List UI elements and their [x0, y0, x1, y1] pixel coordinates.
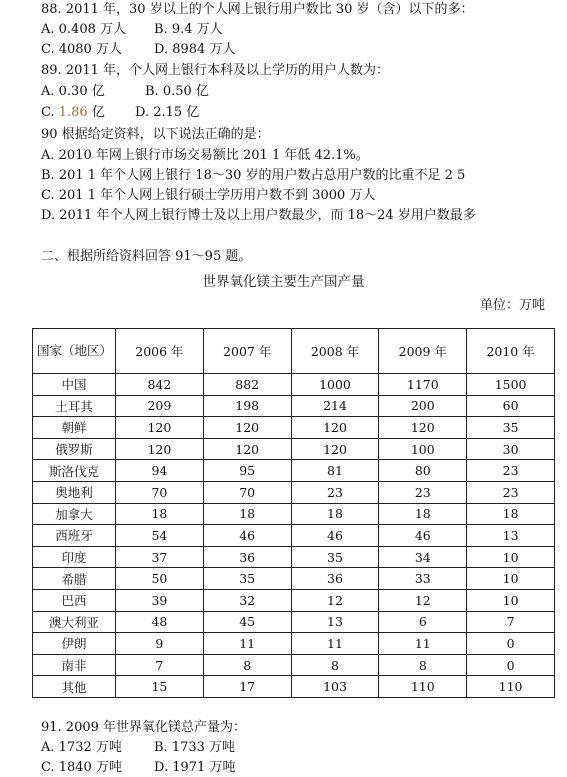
unit-label: 单位：万吨	[479, 298, 545, 313]
value-cell: 23	[379, 481, 467, 503]
header-year: 2009 年	[379, 329, 467, 374]
q89-option-c-suffix: 亿	[87, 105, 105, 120]
value-cell: 120	[291, 417, 379, 439]
q88-option-d: D. 8984 万人	[154, 42, 236, 57]
value-cell: 198	[203, 395, 291, 417]
value-cell: 11	[291, 633, 379, 655]
q90-option-c: C. 201 1 年个人网上银行硕士学历用户数不到 3000 万人	[41, 188, 376, 203]
table-row	[33, 568, 555, 590]
table-row	[33, 395, 555, 417]
value-cell: 35	[291, 546, 379, 568]
table-body	[33, 374, 555, 698]
country-cell: 土耳其	[33, 395, 116, 417]
country-cell: 南非	[33, 654, 116, 676]
country-cell: 伊朗	[33, 633, 116, 655]
value-cell: 60	[467, 395, 555, 417]
section-heading: 二、根据所给资料回答 91～95 题。	[41, 249, 252, 264]
q89-stem: 89. 2011 年，个人网上银行本科及以上学历的用户人数为：	[41, 63, 390, 78]
country-cell: 希腊	[33, 568, 116, 590]
value-cell: 39	[116, 589, 204, 611]
q89-option-d: D. 2.15 亿	[135, 105, 200, 120]
q89-option-c-prefix: C.	[41, 105, 59, 120]
table-row	[33, 589, 555, 611]
q88-option-c: C. 4080 万人	[41, 42, 122, 57]
value-cell: 23	[291, 481, 379, 503]
value-cell: 18	[467, 503, 555, 525]
table-header-row	[33, 329, 555, 374]
value-cell: 100	[379, 438, 467, 460]
country-cell: 朝鲜	[33, 417, 116, 439]
value-cell: 10	[467, 589, 555, 611]
country-cell: 其他	[33, 676, 116, 698]
table-title: 世界氧化镁主要生产国产量	[202, 274, 365, 290]
value-cell: 18	[116, 503, 204, 525]
value-cell: 214	[291, 395, 379, 417]
value-cell: 48	[116, 611, 204, 633]
value-cell: 15	[116, 676, 204, 698]
value-cell: 54	[116, 525, 204, 547]
q91-option-a: A. 1732 万吨	[41, 740, 122, 755]
value-cell: 12	[379, 589, 467, 611]
value-cell: 36	[203, 546, 291, 568]
value-cell: 120	[203, 438, 291, 460]
value-cell: 18	[291, 503, 379, 525]
value-cell: 13	[291, 611, 379, 633]
q89-option-c	[41, 104, 105, 122]
value-cell: 35	[203, 568, 291, 590]
value-cell: 0	[467, 633, 555, 655]
value-cell: 46	[203, 525, 291, 547]
header-year: 2007 年	[203, 329, 291, 374]
value-cell: 10	[467, 568, 555, 590]
q90-option-d: D. 2011 年个人网上银行博士及以上用户数最少，而 18～24 岁用户数最多	[41, 208, 476, 223]
country-cell: 俄罗斯	[33, 438, 116, 460]
value-cell: 120	[203, 417, 291, 439]
country-cell: 澳大利亚	[33, 611, 116, 633]
value-cell: 11	[203, 633, 291, 655]
country-cell: 斯洛伐克	[33, 460, 116, 482]
value-cell: 11	[379, 633, 467, 655]
q90-option-a: A. 2010 年网上银行市场交易额比 201 1 年低 42.1%。	[41, 148, 369, 163]
q90-option-b: B. 201 1 年个人网上银行 18～30 岁的用户数占总用户数的比重不足 2 5	[41, 168, 466, 183]
value-cell: 120	[379, 417, 467, 439]
q91-option-d: D. 1971 万吨	[154, 760, 236, 775]
value-cell: 37	[116, 546, 204, 568]
country-cell: 巴西	[33, 589, 116, 611]
country-cell: 奥地利	[33, 481, 116, 503]
value-cell: 17	[203, 676, 291, 698]
q88-option-a: A. 0.408 万人	[41, 22, 127, 37]
value-cell: 34	[379, 546, 467, 568]
value-cell: 35	[467, 417, 555, 439]
value-cell: 30	[467, 438, 555, 460]
value-cell: 120	[291, 438, 379, 460]
value-cell: 8	[203, 654, 291, 676]
value-cell: 80	[379, 460, 467, 482]
value-cell: 23	[467, 460, 555, 482]
country-cell: 西班牙	[33, 525, 116, 547]
table-row	[33, 546, 555, 568]
value-cell: 13	[467, 525, 555, 547]
q89-option-a: A. 0.30 亿	[41, 84, 105, 99]
q90-stem: 90 根据给定资料，以下说法正确的是：	[41, 127, 270, 142]
table-row	[33, 525, 555, 547]
q91-option-b: B. 1733 万吨	[154, 740, 236, 755]
value-cell: 842	[116, 374, 204, 396]
value-cell: 209	[116, 395, 204, 417]
header-country: 国家（地区）	[33, 329, 116, 374]
value-cell: 32	[203, 589, 291, 611]
value-cell: 882	[203, 374, 291, 396]
value-cell: 70	[116, 481, 204, 503]
table-row	[33, 460, 555, 482]
header-year: 2010 年	[467, 329, 555, 374]
q91-stem: 91. 2009 年世界氧化镁总产量为：	[41, 720, 247, 735]
value-cell: 1500	[467, 374, 555, 396]
production-table	[32, 328, 555, 698]
q88-option-b: B. 9.4 万人	[154, 22, 223, 37]
value-cell: 95	[203, 460, 291, 482]
value-cell: 10	[467, 546, 555, 568]
value-cell: 81	[291, 460, 379, 482]
table-row	[33, 503, 555, 525]
value-cell: 7	[116, 654, 204, 676]
q89-option-c-value: 1.86	[58, 105, 88, 120]
table-row	[33, 481, 555, 503]
value-cell: 18	[379, 503, 467, 525]
value-cell: 1170	[379, 374, 467, 396]
country-cell: 加拿大	[33, 503, 116, 525]
table-row	[33, 611, 555, 633]
country-cell: 印度	[33, 546, 116, 568]
value-cell: 36	[291, 568, 379, 590]
value-cell: 103	[291, 676, 379, 698]
table-row	[33, 676, 555, 698]
value-cell: 8	[379, 654, 467, 676]
value-cell: 46	[379, 525, 467, 547]
q91-option-c: C. 1840 万吨	[41, 760, 122, 775]
q89-option-b: B. 0.50 亿	[145, 84, 209, 99]
value-cell: 6	[379, 611, 467, 633]
table-row	[33, 633, 555, 655]
value-cell: 7	[467, 611, 555, 633]
table-row	[33, 654, 555, 676]
value-cell: 33	[379, 568, 467, 590]
table-row	[33, 374, 555, 396]
value-cell: 1000	[291, 374, 379, 396]
country-cell: 中国	[33, 374, 116, 396]
value-cell: 23	[467, 481, 555, 503]
table-row	[33, 417, 555, 439]
value-cell: 18	[203, 503, 291, 525]
value-cell: 8	[291, 654, 379, 676]
value-cell: 45	[203, 611, 291, 633]
value-cell: 110	[379, 676, 467, 698]
value-cell: 200	[379, 395, 467, 417]
value-cell: 110	[467, 676, 555, 698]
value-cell: 70	[203, 481, 291, 503]
header-year: 2006 年	[116, 329, 204, 374]
value-cell: 120	[116, 438, 204, 460]
value-cell: 12	[291, 589, 379, 611]
table-row	[33, 438, 555, 460]
q88-stem: 88. 2011 年，30 岁以上的个人网上银行用户数比 30 岁（含）以下的多：	[41, 2, 474, 17]
value-cell: 50	[116, 568, 204, 590]
value-cell: 94	[116, 460, 204, 482]
value-cell: 120	[116, 417, 204, 439]
value-cell: 0	[467, 654, 555, 676]
header-year: 2008 年	[291, 329, 379, 374]
value-cell: 46	[291, 525, 379, 547]
value-cell: 9	[116, 633, 204, 655]
